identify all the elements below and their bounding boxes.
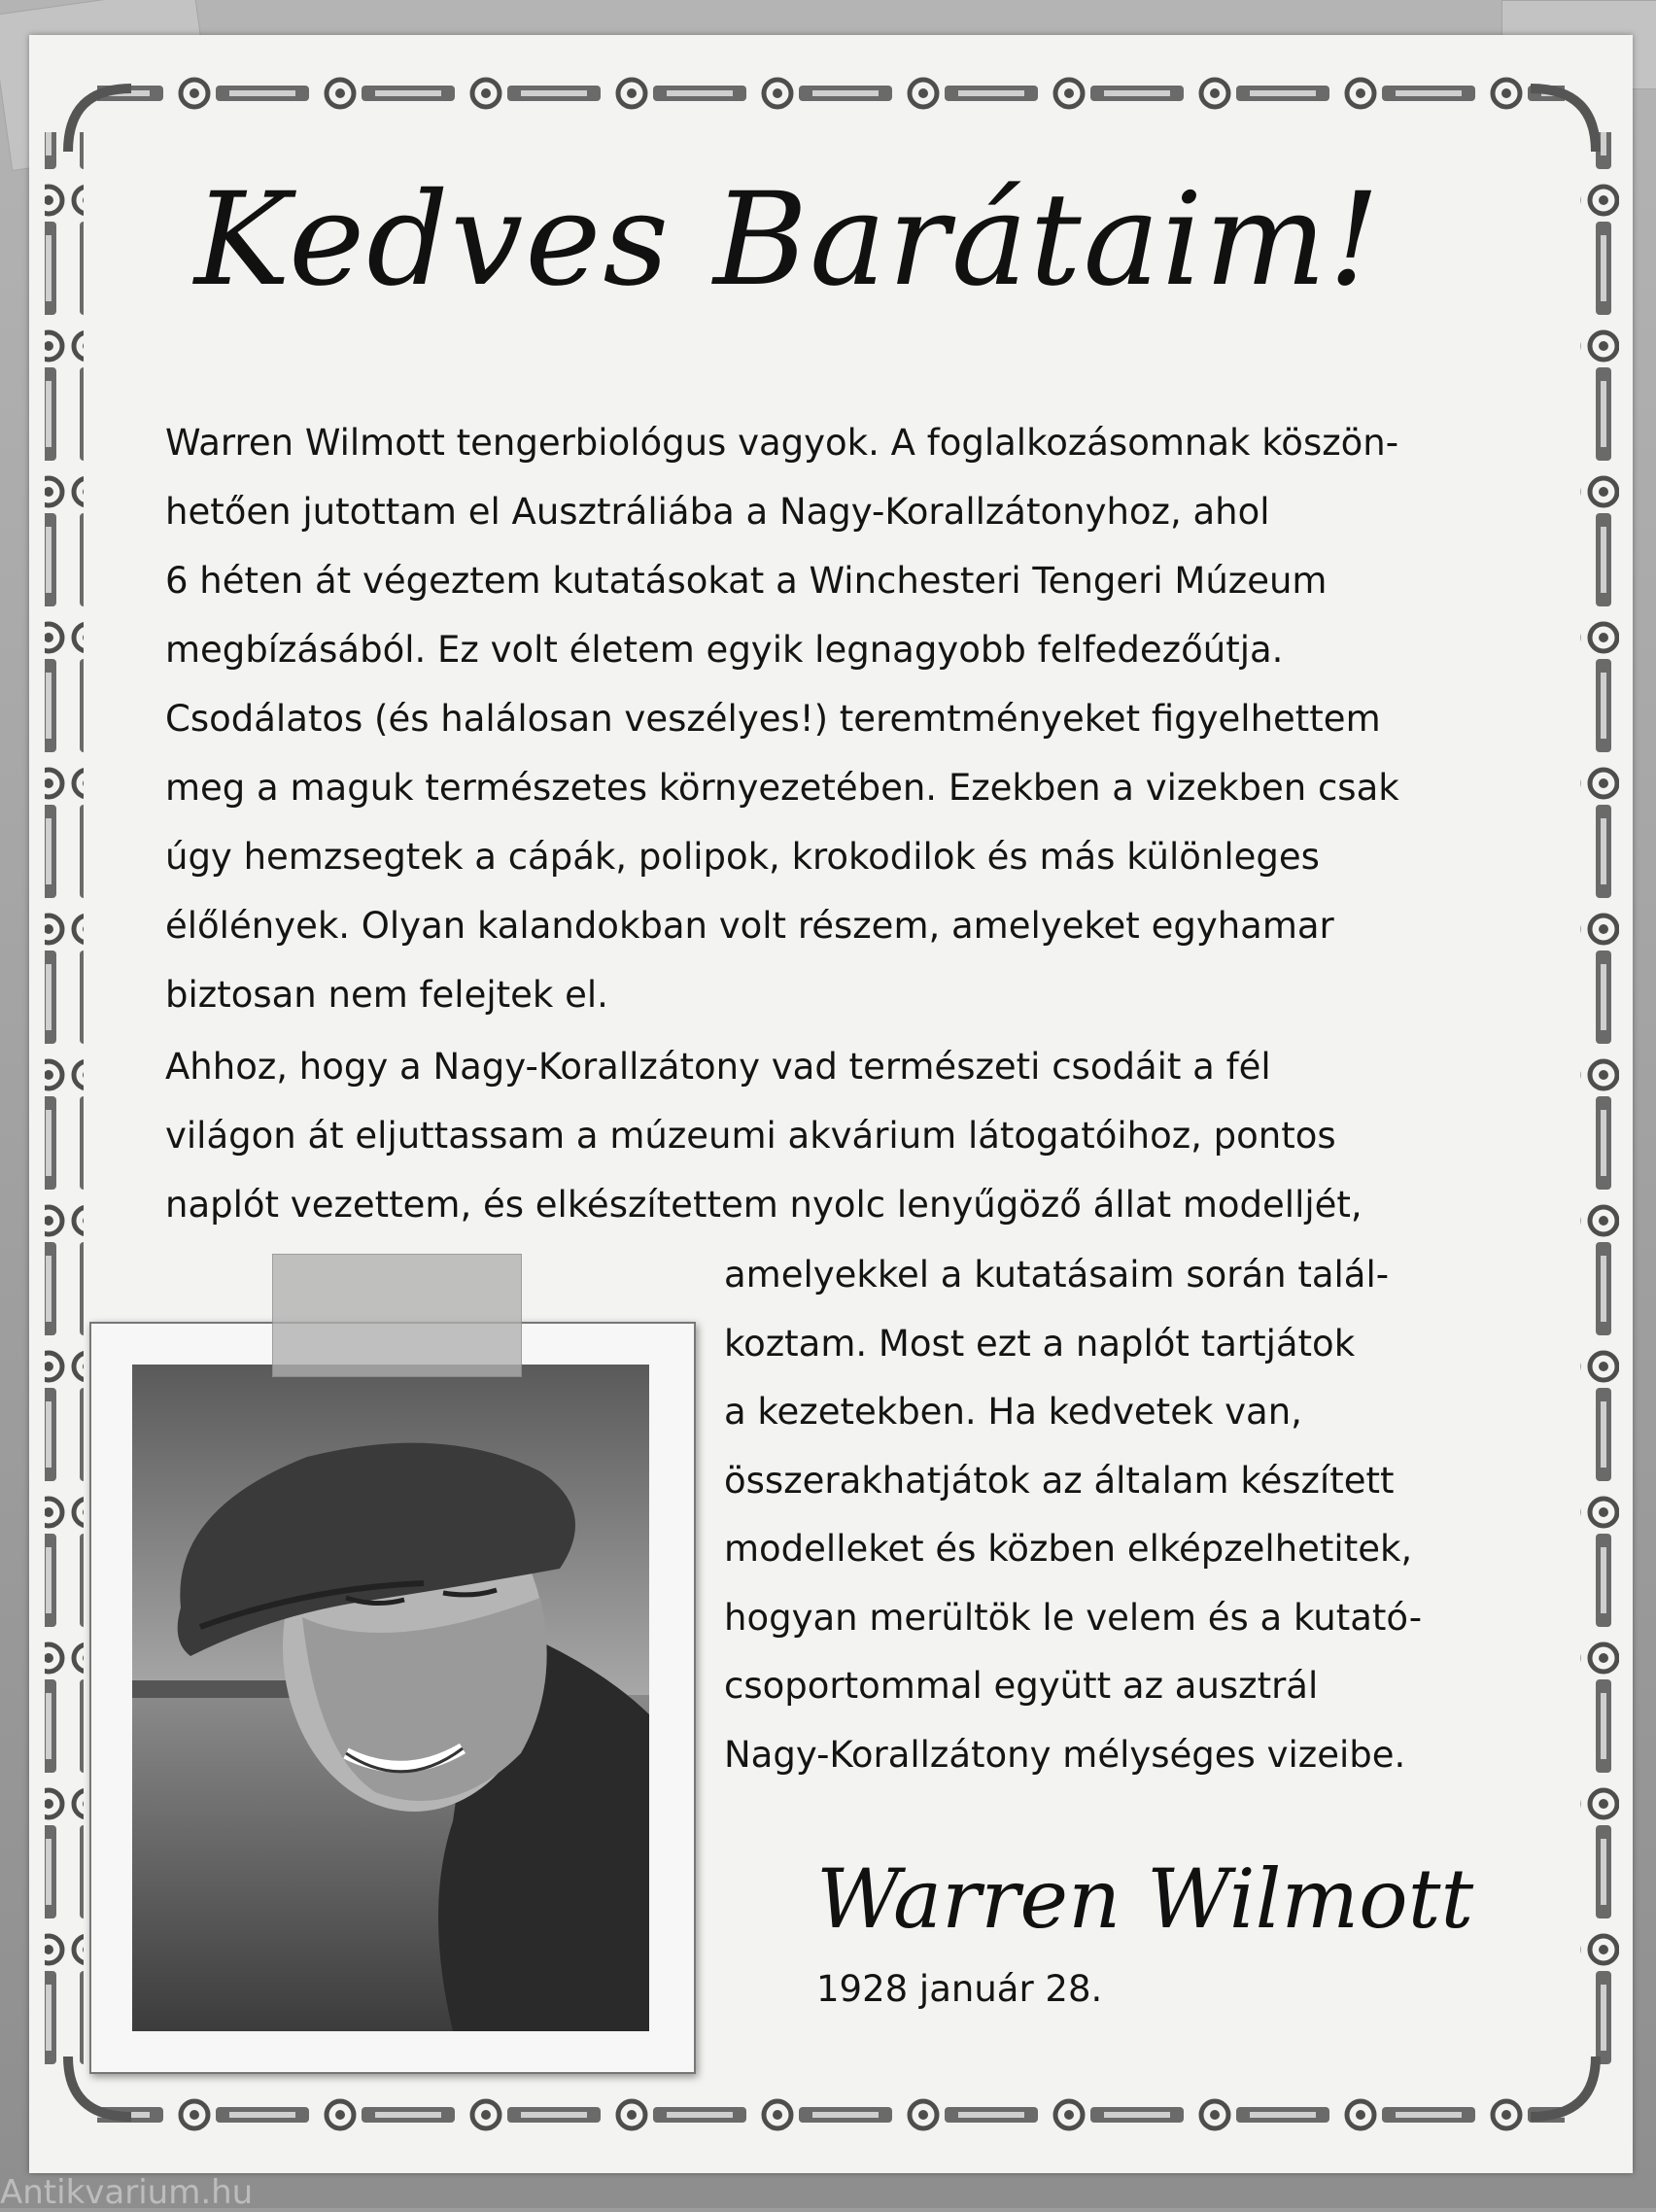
paragraph-line: hetően jutottam el Ausztráliába a Nagy-Korallzátonyhoz, ahol	[165, 491, 1270, 533]
paragraph-line: összerakhatjátok az általam készített	[724, 1459, 1395, 1502]
paragraph-line: hogyan merültök le velem és a kutató-	[724, 1596, 1423, 1639]
portrait-photo	[89, 1322, 696, 2074]
paragraph-line: Nagy-Korallzátony mélységes vizeibe.	[724, 1733, 1406, 1776]
paragraph-line: úgy hemzsegtek a cápák, polipok, krokodilok és más különleges	[165, 836, 1320, 878]
paragraph-line: a kezetekben. Ha kedvetek van,	[724, 1391, 1302, 1433]
letter-paragraph-intro	[165, 408, 1526, 1029]
paragraph-line: amelyekkel a kutatásaim során talál-	[724, 1254, 1390, 1296]
paragraph-line: Warren Wilmott tengerbiológus vagyok. A foglalkozásomnak köszön-	[165, 422, 1399, 464]
signature: Warren Wilmott	[816, 1851, 1474, 1947]
paragraph-line: élőlények. Olyan kalandokban volt részem, amelyeket egyhamar	[165, 905, 1334, 947]
paragraph-line: Ahhoz, hogy a Nagy-Korallzátony vad természeti csodáit a fél	[165, 1046, 1271, 1088]
paragraph-line: világon át eljuttassam a múzeumi akvárium látogatóihoz, pontos	[165, 1115, 1336, 1157]
photo-tape-strip	[272, 1254, 522, 1377]
paragraph-line: koztam. Most ezt a naplót tartjátok	[724, 1322, 1356, 1365]
letter-paragraph-continuation	[724, 1241, 1570, 1789]
watermark: Antikvarium.hu	[0, 2173, 254, 2212]
portrait-image	[132, 1365, 649, 2031]
letter-date: 1928 január 28.	[816, 1968, 1103, 2010]
paragraph-line: modelleket és közben elképzelhetitek,	[724, 1528, 1413, 1570]
letter-paragraph-purpose	[165, 1032, 1526, 1239]
paragraph-line: megbízásából. Ez volt életem egyik legnagyobb felfedezőútja.	[165, 629, 1284, 671]
paragraph-line: 6 héten át végeztem kutatásokat a Winchesteri Tengeri Múzeum	[165, 560, 1328, 602]
paragraph-line: csoportommal együtt az ausztrál	[724, 1665, 1319, 1707]
paragraph-line: meg a maguk természetes környezetében. Ezekben a vizekben csak	[165, 767, 1399, 809]
paragraph-line: naplót vezettem, és elkészítettem nyolc lenyűgöző állat modelljét,	[165, 1184, 1363, 1226]
paragraph-line: Csodálatos (és halálosan veszélyes!) teremtményeket figyelhettem	[165, 698, 1381, 740]
paragraph-line: biztosan nem felejtek el.	[165, 974, 608, 1016]
letter-greeting-title: Kedves Barátaim!	[194, 165, 1382, 315]
